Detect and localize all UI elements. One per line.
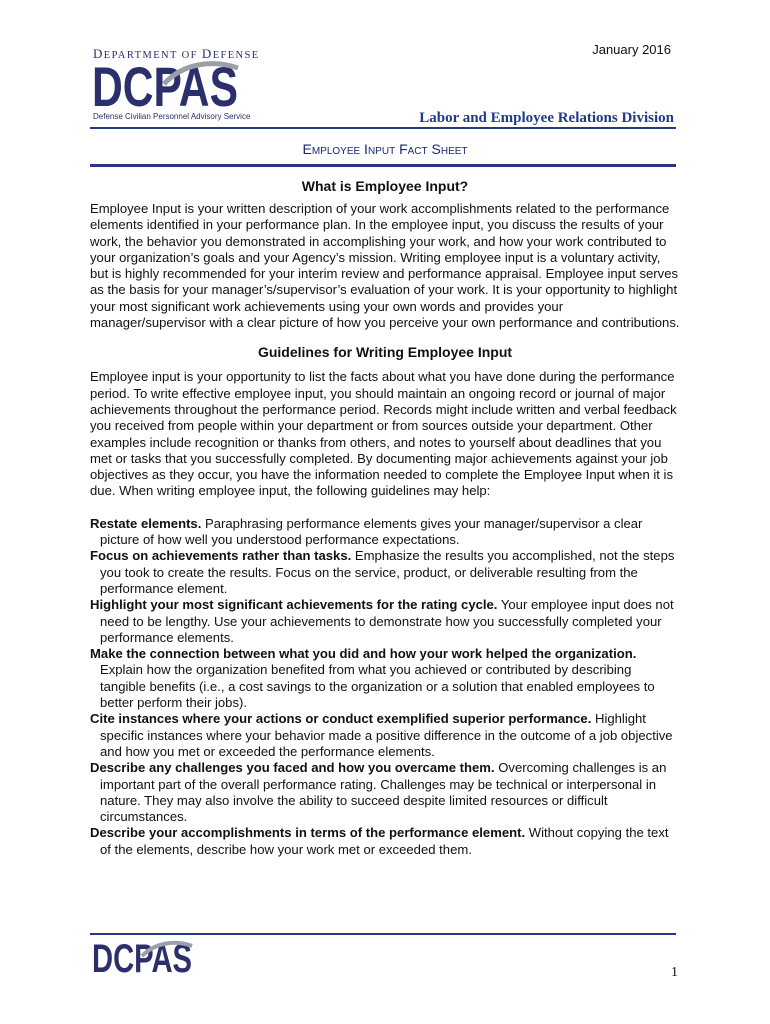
department-label: DEPARTMENT OF DEFENSE bbox=[93, 46, 260, 61]
main-content bbox=[90, 178, 680, 858]
guideline-item: Cite instances where your actions or conduct exemplified superior performance. Highlight specific instances where your behavior made a positive difference in the outcome of a job objective and how you met or exceeded the performance elements. bbox=[90, 711, 673, 759]
division-name: Labor and Employee Relations Division bbox=[419, 110, 674, 126]
guideline-item: Focus on achievements rather than tasks. Emphasize the results you accomplished, not the steps you took to create the results. Focus on the service, product, or deliverable resulting from the performance element. bbox=[90, 548, 675, 596]
section-body-what: Employee Input is your written description of your work accomplishments related to the performance elements identified in your performance plan. In the employee input, you discuss the results of your work, the behavior you demonstrated in accomplishing your work, and how your work contributed to your organization’s goals and your Agency’s mission. Writing employee input is a voluntary activity, but is highly recommended for your interim review and performance appraisal. Employee input serves as the basis for your manager’s/supervisor’s evaluation of your work. It is your opportunity to highlight your most significant work achievements using your own words and provides your manager/supervisor with a clear picture of how you perceive your own performance and contributions. bbox=[90, 201, 680, 331]
section-heading-what: What is Employee Input? bbox=[301, 178, 469, 194]
guideline-item: Describe any challenges you faced and how you overcame them. Overcoming challenges is an important part of the overall performance rating. Challenges may be technical or interpersonal in nature. They may also involve the ability to succeed despite limited resources or difficult circumstances. bbox=[90, 760, 667, 825]
title-underline bbox=[90, 164, 676, 167]
guideline-item: Highlight your most significant achievements for the rating cycle. Your employee input does not need to be lengthy. Use your achievements to demonstrate how you successfully completed your performance elements. bbox=[90, 597, 674, 645]
header-divider bbox=[90, 127, 676, 129]
section-heading-guidelines: Guidelines for Writing Employee Input bbox=[257, 344, 513, 361]
footer-logo bbox=[92, 938, 196, 976]
section-body-guidelines: Employee input is your opportunity to list the facts about what you have done during the performance period. To write effective employee input, you should maintain an ongoing record or journal of major achievements throughout the performance period. Records might include written and verbal feedback you received from people within your department or from sources outside your department. Other examples include recognition or thanks from others, and notes to yourself about deadlines that you met or tasks that you successfully completed. By documenting major achievements against your job objectives as they occur, you have the information needed to complete the Employee Input when it is due. When writing employee input, the following guidelines may help: bbox=[90, 369, 677, 499]
document-date: January 2016 bbox=[592, 42, 671, 57]
guideline-item: Restate elements. Paraphrasing performance elements gives your manager/supervisor a clear picture of how well you understood performance expectations. bbox=[90, 515, 643, 548]
logo-tagline: Defense Civilian Personnel Advisory Service bbox=[93, 112, 251, 121]
guidelines-list bbox=[90, 516, 680, 858]
footer-divider bbox=[90, 933, 676, 935]
guideline-item: Make the connection between what you did and how your work helped the organization. Explain how the organization benefited from what you achieved or contributed by describing tangible benefits (i.e., a cost savings to the organization or a solution that enabled employees to better perform their jobs). bbox=[90, 646, 655, 711]
logo-text: DCPAS bbox=[92, 58, 238, 110]
footer-logo-text: DCPAS bbox=[92, 938, 192, 976]
page-number: 1 bbox=[671, 965, 678, 980]
page-title: Employee Input Fact Sheet bbox=[302, 141, 468, 157]
dcpas-logo bbox=[92, 58, 242, 110]
guideline-item: Describe your accomplishments in terms of the performance element. Without copying the text of the elements, describe how your work met or exceeded them. bbox=[90, 825, 669, 857]
